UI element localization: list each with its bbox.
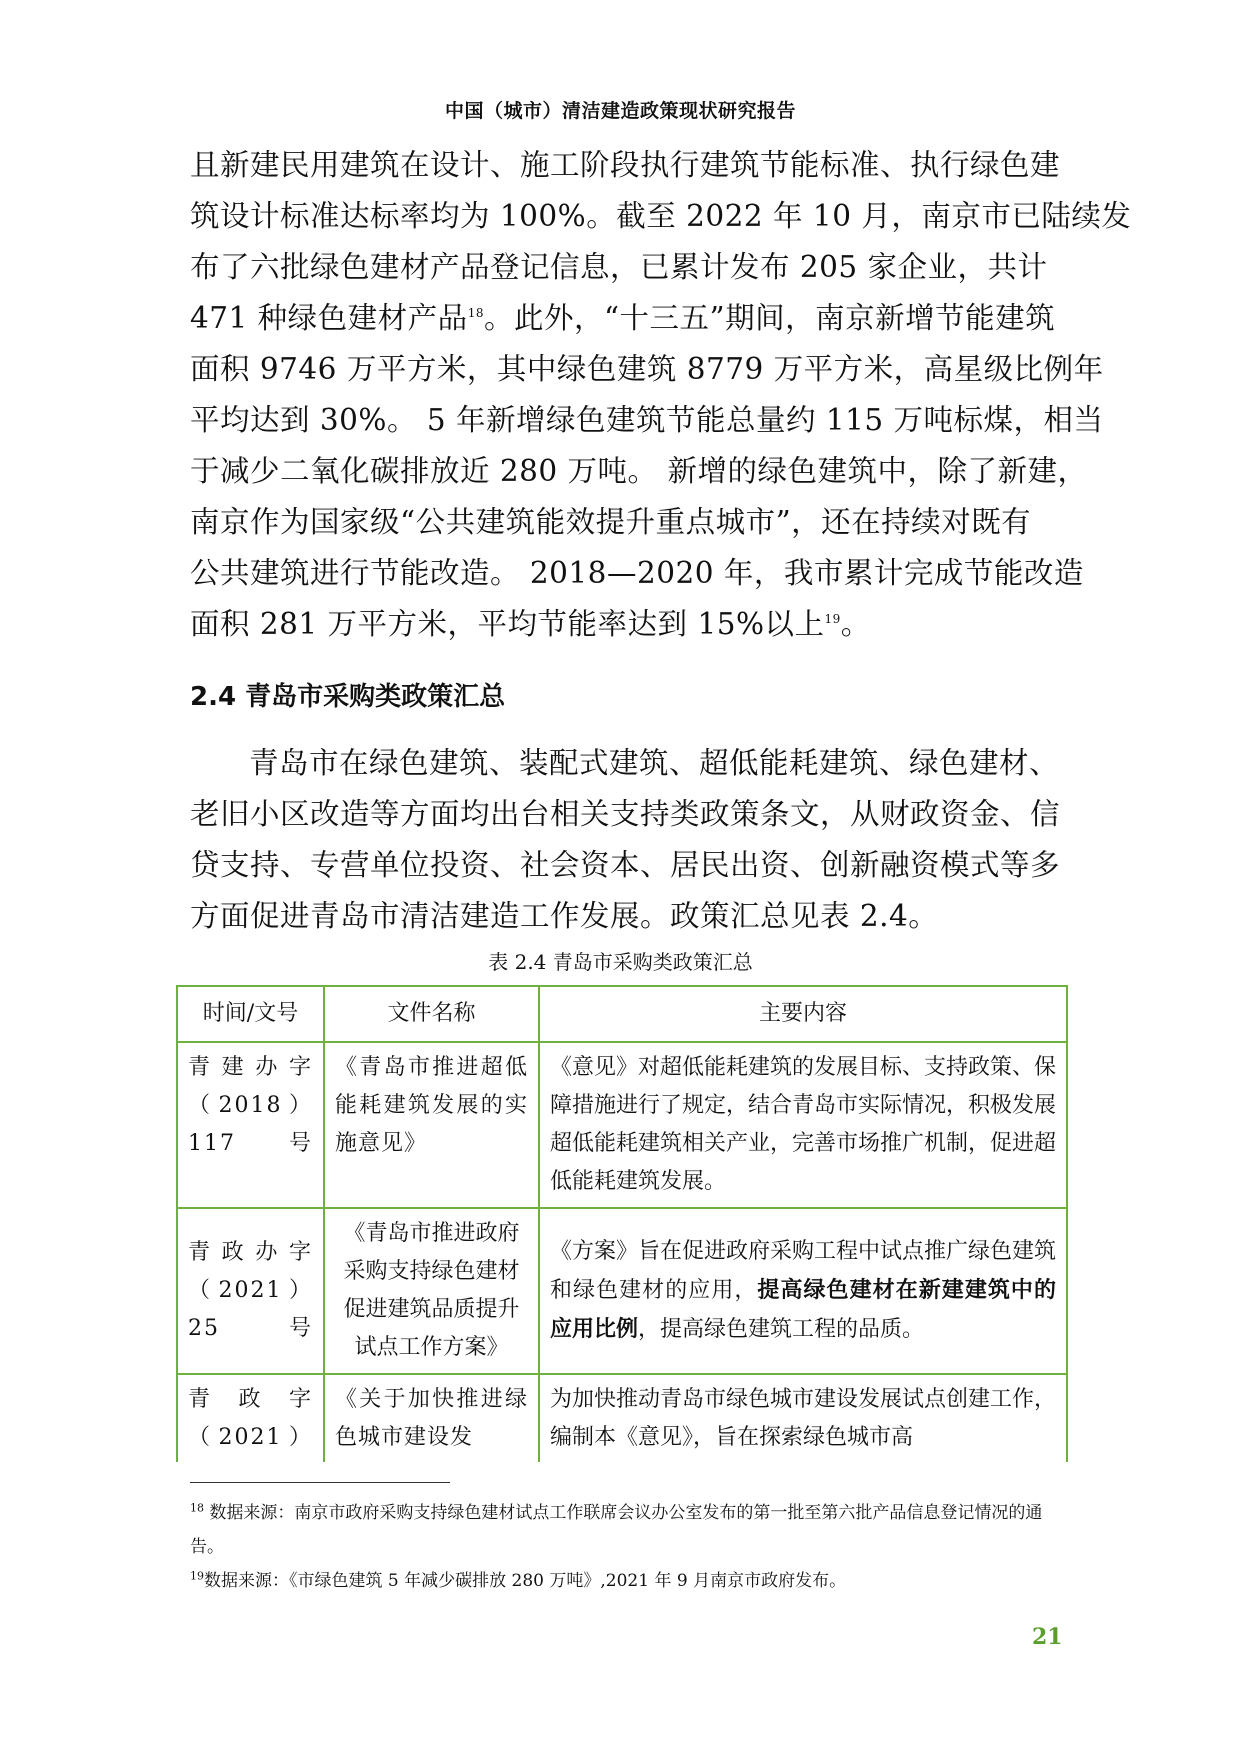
- column-header: 主要内容: [539, 986, 1067, 1042]
- doc-number-cell: 青建办字（2018）117号: [177, 1042, 324, 1208]
- footnote-number: 19: [190, 1569, 204, 1583]
- text-line: 南京作为国家级“公共建筑能效提升重点城市”，还在持续对既有: [190, 505, 1032, 539]
- text-line: 老旧小区改造等方面均出台相关支持类政策条文，从财政资金、信: [190, 797, 1061, 831]
- table-row: [177, 1374, 1067, 1462]
- content-text: ，提高绿色建筑工程的品质。: [638, 1317, 925, 1342]
- content-cell: 为加快推动青岛市绿色城市建设发展试点创建工作，编制本《意见》，旨在探索绿色城市高: [539, 1374, 1067, 1462]
- section-heading: 2.4 青岛市采购类政策汇总: [190, 682, 506, 712]
- footnote-19: [190, 1564, 1055, 1598]
- table-row: [177, 1042, 1067, 1208]
- content-cell: 《意见》对超低能耗建筑的发展目标、支持政策、保障措施进行了规定，结合青岛市实际情况，积极发展超低能耗建筑相关产业，完善市场推广机制，促进超低能耗建筑发展。: [539, 1042, 1067, 1208]
- footnotes: [190, 1496, 1055, 1598]
- doc-title-cell: 《关于加快推进绿色城市建设发: [324, 1374, 539, 1462]
- text-line: 方面促进青岛市清洁建造工作发展。政策汇总见表 2.4。: [190, 899, 939, 933]
- footnote-ref-19[interactable]: 19: [824, 612, 841, 627]
- footnote-ref-18[interactable]: 18: [467, 306, 484, 321]
- footnote-divider: [190, 1482, 450, 1483]
- table-caption: 表 2.4 青岛市采购类政策汇总: [488, 950, 753, 974]
- text-segment: 。此外，“十三五”期间，南京新增节能建筑: [483, 301, 1056, 335]
- text-line: 于减少二氧化碳排放近 280 万吨。 新增的绿色建筑中，除了新建，: [190, 454, 1088, 488]
- text-line: 平均达到 30%。 5 年新增绿色建筑节能总量约 115 万吨标煤，相当: [190, 403, 1104, 437]
- doc-number-cell: 青政办字（2021）25号: [177, 1208, 324, 1374]
- text-line: 面积 9746 万平方米，其中绿色建筑 8779 万平方米，高星级比例年: [190, 352, 1104, 386]
- text-line: 公共建筑进行节能改造。 2018—2020 年，我市累计完成节能改造: [190, 556, 1084, 590]
- content-emphasis: 提高绿色建材在新建建筑中的应用比例: [550, 1277, 1056, 1342]
- text-segment: 471 种绿色建材产品: [190, 301, 468, 335]
- footnote-18: [190, 1496, 1055, 1564]
- footnote-text: 数据来源：《市绿色建筑 5 年减少碳排放 280 万吨》,2021 年 9 月南京市政府发布。: [204, 1571, 847, 1591]
- doc-title-cell: 《青岛市推进超低能耗建筑发展的实施意见》: [324, 1042, 539, 1208]
- doc-number-cell: 青政字（2021）: [177, 1374, 324, 1462]
- footnote-number: 18: [190, 1501, 204, 1515]
- running-header: 中国（城市）清洁建造政策现状研究报告: [444, 100, 796, 122]
- table-header-row: [177, 986, 1067, 1042]
- content-cell: [539, 1208, 1067, 1374]
- text-segment: 。: [840, 607, 871, 641]
- footnote-text: 数据来源：南京市政府采购支持绿色建材试点工作联席会议办公室发布的第一批至第六批产品信息登记情况的通告。: [190, 1503, 1043, 1557]
- doc-title-cell: 《青岛市推进政府采购支持绿色建材促进建筑品质提升试点工作方案》: [324, 1208, 539, 1374]
- column-header: 时间/文号: [177, 986, 324, 1042]
- text-line: 筑设计标准达标率均为 100%。截至 2022 年 10 月，南京市已陆续发: [190, 199, 1132, 233]
- text-line: 贷支持、专营单位投资、社会资本、居民出资、创新融资模式等多: [190, 848, 1061, 882]
- text-segment: 面积 281 万平方米，平均节能率达到 15%以上: [190, 607, 825, 641]
- page-number: 21: [1032, 1624, 1063, 1650]
- text-line: 青岛市在绿色建筑、装配式建筑、超低能耗建筑、绿色建材、: [249, 746, 1060, 780]
- text-line: 且新建民用建筑在设计、施工阶段执行建筑节能标准、执行绿色建: [190, 148, 1061, 182]
- table-row: [177, 1208, 1067, 1374]
- column-header: 文件名称: [324, 986, 539, 1042]
- text-line: 布了六批绿色建材产品登记信息，已累计发布 205 家企业，共计: [190, 250, 1048, 284]
- content-text: 《方案》旨在促进政府采购工程中试点推广绿色建筑和绿色建材的应用，: [550, 1239, 1057, 1303]
- policy-table: [176, 985, 1068, 1462]
